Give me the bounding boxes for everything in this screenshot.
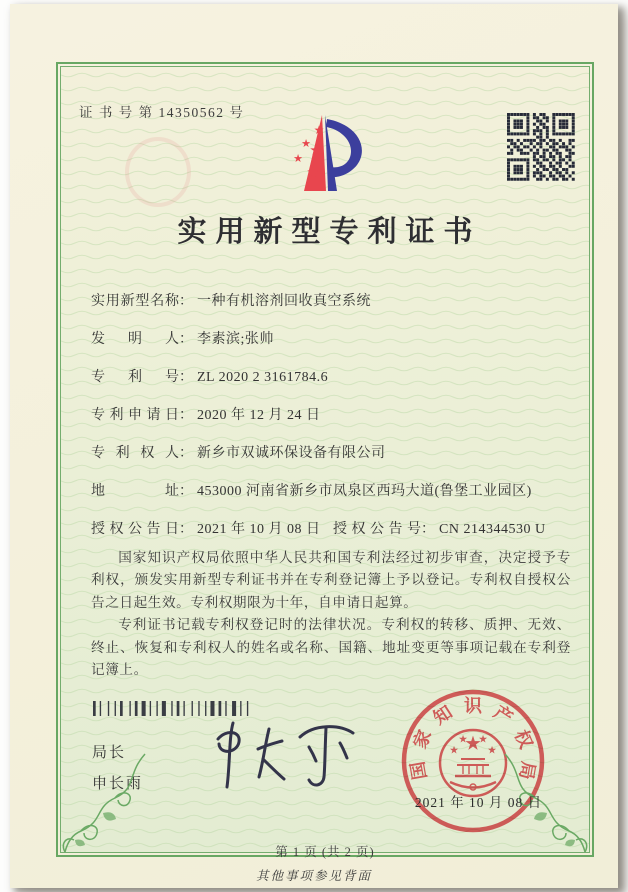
- field-label: 专利号: [91, 370, 179, 385]
- field-value: 新乡市双诚环保设备有限公司: [197, 446, 386, 461]
- svg-text:★: ★: [458, 734, 468, 744]
- legal-text: [91, 547, 571, 681]
- certificate-number: 证 书 号 第 14350562 号: [79, 105, 245, 120]
- svg-text:★: ★: [487, 745, 497, 755]
- page-number: 第 1 页 (共 2 页): [275, 845, 375, 859]
- signer-title: 局长: [92, 745, 127, 761]
- field-label: 专利权人: [91, 446, 179, 461]
- logo-star-icon: ★: [301, 138, 311, 150]
- grant-date-pair: 授权公告日 ： 2021 年 10 月 08 日: [91, 519, 333, 540]
- svg-text:★: ★: [478, 734, 488, 744]
- field-value: CN 214344530 U: [439, 522, 546, 537]
- field-value: 李素滨;张帅: [197, 332, 274, 347]
- field-row: 专利权人 ： 新乡市双诚环保设备有限公司: [91, 443, 567, 464]
- corner-ornament-icon: [57, 752, 149, 856]
- field-label: 实用新型名称: [91, 294, 179, 309]
- shen-changyu-signature: [201, 715, 366, 803]
- qr-code-icon: [507, 113, 575, 181]
- field-value: 一种有机溶剂回收真空系统: [197, 294, 371, 309]
- field-row: 发明人 ： 李素滨;张帅: [91, 329, 567, 350]
- field-value: 453000 河南省新乡市凤泉区西玛大道(鲁堡工业园区): [197, 484, 532, 499]
- barcode-icon: [93, 701, 251, 716]
- field-label: 专利申请日: [91, 408, 179, 423]
- logo-star-icon: ★: [313, 123, 325, 137]
- field-value: 2020 年 12 月 24 日: [197, 408, 321, 423]
- svg-text:产: 产: [490, 701, 517, 729]
- field-value: ZL 2020 2 3161784.6: [197, 370, 329, 385]
- issue-date: 2021 年 10 月 08 日: [414, 795, 543, 810]
- field-label: 授权公告日: [91, 522, 179, 537]
- svg-text:★: ★: [449, 745, 459, 755]
- svg-text:★: ★: [465, 734, 481, 753]
- signer-name: 申长雨: [92, 776, 144, 792]
- certificate-body: [60, 66, 590, 859]
- field-row-grant: [91, 519, 567, 540]
- grant-number-pair: 授权公告号 ： CN 214344530 U: [333, 519, 546, 540]
- svg-text:权: 权: [510, 727, 537, 752]
- cnipa-logo: [273, 101, 379, 207]
- field-row: 专利申请日 ： 2020 年 12 月 24 日: [91, 405, 567, 426]
- certificate-paper: [10, 4, 618, 888]
- certificate-title: 实用新型专利证书: [177, 216, 482, 248]
- decorative-green-frame: [56, 62, 594, 857]
- field-row: 实用新型名称 ： 一种有机溶剂回收真空系统: [91, 291, 567, 312]
- svg-text:识: 识: [464, 696, 482, 716]
- legal-paragraph: 专利证书记载专利权登记时的法律状况。专利权的转移、质押、无效、终止、恢复和专利权人的姓名或名称、国籍、地址变更等事项记载在专利登记簿上。: [91, 617, 571, 678]
- svg-text:家: 家: [409, 727, 436, 752]
- svg-text:局: 局: [515, 759, 539, 782]
- seal-bleedthrough-mark: [125, 137, 191, 207]
- national-emblem-icon: [440, 730, 506, 796]
- field-label: 发明人: [91, 332, 179, 347]
- back-side-note: 其他事项参见背面: [255, 869, 372, 883]
- field-list: [91, 291, 567, 557]
- legal-paragraph: 国家知识产权局依照中华人民共和国专利法经过初步审查，决定授予专利权，颁发实用新型专利证书并在专利登记簿上予以登记。专利权自授权公告之日起生效。专利权期限为十年，自申请日起算。: [91, 550, 571, 610]
- logo-star-icon: ★: [309, 143, 323, 159]
- field-label: 授权公告号: [333, 522, 421, 537]
- field-value: 2021 年 10 月 08 日: [197, 522, 321, 537]
- svg-text:知: 知: [429, 701, 456, 729]
- field-row: 地址 ： 453000 河南省新乡市凤泉区西玛大道(鲁堡工业园区): [91, 481, 567, 502]
- field-label: 地址: [91, 484, 179, 499]
- logo-star-icon: ★: [293, 153, 303, 165]
- svg-text:国: 国: [407, 759, 431, 782]
- field-row: 专利号 ： ZL 2020 2 3161784.6: [91, 367, 567, 388]
- logo-star-icon: ★: [306, 165, 320, 181]
